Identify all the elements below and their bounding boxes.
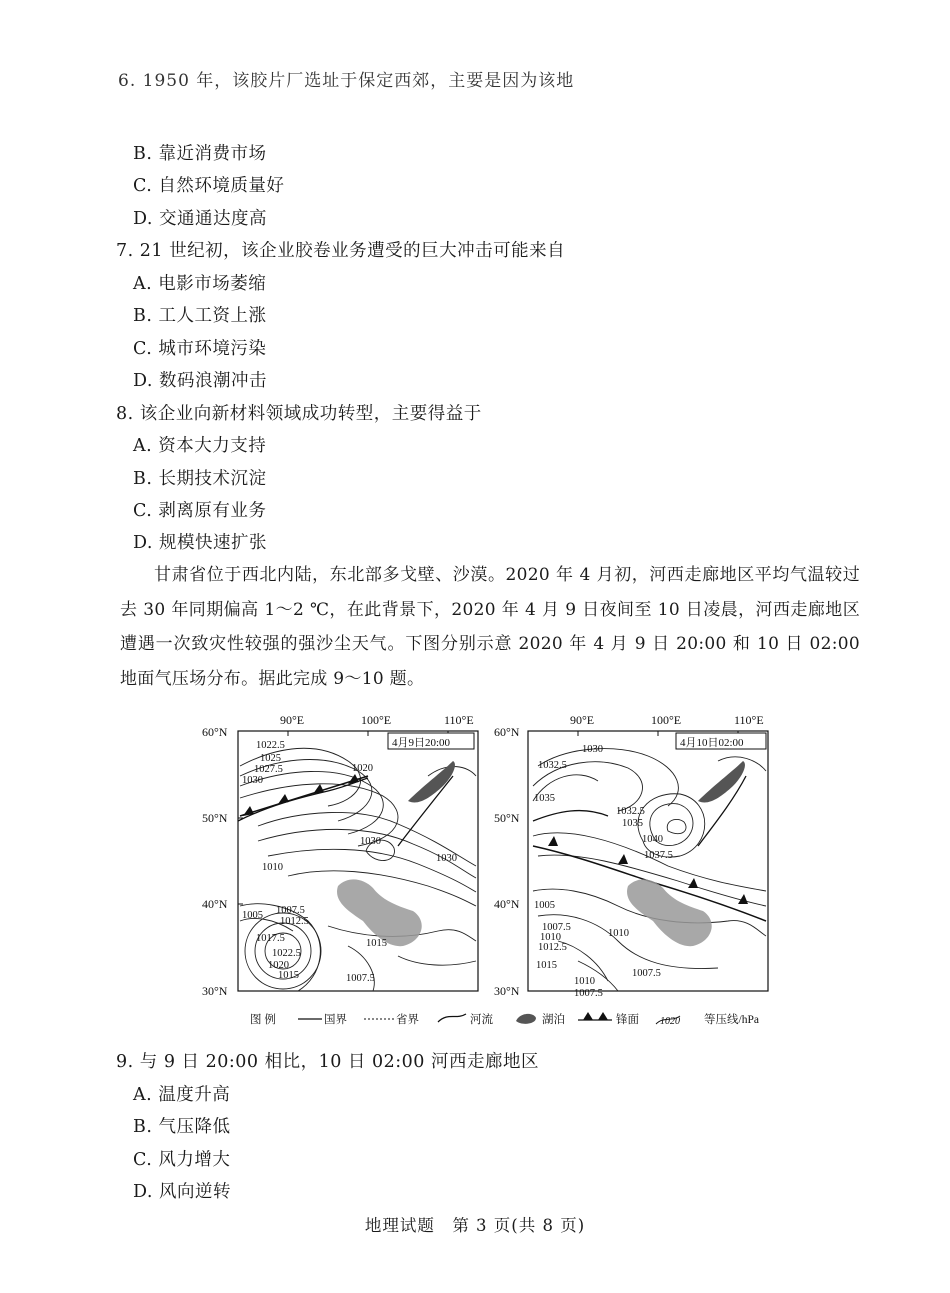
svg-text:1007.5: 1007.5	[276, 905, 305, 916]
lat-label: 60°N	[202, 725, 228, 739]
legend-provincial-border: 省界	[396, 1014, 419, 1026]
map1-time-label: 4月9日20:00	[392, 737, 451, 749]
svg-text:1012.5: 1012.5	[280, 916, 309, 927]
reading-passage: 甘肃省位于西北内陆，东北部多戈壁、沙漠。2020 年 4 月初，河西走廊地区平均气温较过去 30 年同期偏高 1～2 ℃，在此背景下，2020 年 4 月 9 日夜间至 10 日凌晨，河西走廊地区遭遇一次致灾性较强的强沙尘天气。下图分别示意 2020 年 4 月 9 日 20:00 和 10 日 02:00 地面气压场分布。据此完成 9～10 题。	[120, 565, 860, 689]
q9-option-d: D. 风向逆转	[133, 1182, 232, 1202]
svg-text:1030: 1030	[436, 853, 457, 864]
lon-label: 100°E	[651, 713, 682, 727]
svg-text:1017.5: 1017.5	[256, 933, 285, 944]
q6-option-d: D. 交通通达度高	[133, 209, 268, 229]
lon-label: 100°E	[361, 713, 392, 727]
q9-option-b: B. 气压降低	[133, 1117, 231, 1137]
svg-text:1040: 1040	[642, 834, 663, 845]
q6-option-c: C. 自然环境质量好	[133, 176, 285, 196]
q6-option-b: B. 靠近消费市场	[133, 144, 267, 164]
cut-off-header-line: 6. 1950 年，该胶片厂选址于保定西郊，主要是因为该地	[118, 71, 575, 91]
lat-label: 30°N	[494, 984, 520, 998]
svg-text:1010: 1010	[540, 932, 561, 943]
svg-text:1010: 1010	[608, 928, 629, 939]
svg-text:1010: 1010	[262, 862, 283, 873]
svg-text:1015: 1015	[366, 938, 387, 949]
svg-text:1025: 1025	[260, 753, 281, 764]
q8-option-d: D. 规模快速扩张	[133, 533, 268, 553]
svg-text:1007.5: 1007.5	[632, 968, 661, 979]
lat-label: 40°N	[494, 897, 520, 911]
q8-option-c: C. 剥离原有业务	[133, 501, 267, 521]
svg-text:1007.5: 1007.5	[574, 988, 603, 999]
svg-text:1015: 1015	[278, 970, 299, 981]
svg-text:1005: 1005	[534, 900, 555, 911]
legend-isobar-sample: 1020	[660, 1016, 680, 1027]
svg-text:1022.5: 1022.5	[272, 948, 301, 959]
svg-text:1012.5: 1012.5	[538, 942, 567, 953]
legend-front: 锋面	[616, 1014, 639, 1026]
lat-label: 30°N	[202, 984, 228, 998]
lon-label: 110°E	[444, 713, 474, 727]
legend-lake: 湖泊	[542, 1014, 565, 1026]
q7-option-b: B. 工人工资上涨	[133, 306, 267, 326]
q9-option-a: A. 温度升高	[133, 1085, 231, 1105]
q8-option-b: B. 长期技术沉淀	[133, 469, 267, 489]
legend-isobar: 等压线/hPa	[704, 1014, 759, 1026]
map-2	[494, 713, 768, 999]
q8-option-a: A. 资本大力支持	[133, 436, 267, 456]
svg-text:1020: 1020	[352, 763, 373, 774]
q7-option-c: C. 城市环境污染	[133, 339, 267, 359]
svg-text:1022.5: 1022.5	[256, 740, 285, 751]
svg-text:1035: 1035	[622, 818, 643, 829]
svg-text:1015: 1015	[536, 960, 557, 971]
svg-text:1032.5: 1032.5	[616, 806, 645, 817]
q7-option-a: A. 电影市场萎缩	[133, 274, 267, 294]
svg-text:1027.5: 1027.5	[254, 764, 283, 775]
svg-text:1030: 1030	[582, 744, 603, 755]
lat-label: 50°N	[494, 811, 520, 825]
q9-option-c: C. 风力增大	[133, 1150, 231, 1170]
legend-river: 河流	[470, 1014, 493, 1026]
map2-time-label: 4月10日02:00	[680, 737, 744, 749]
lon-label: 90°E	[570, 713, 595, 727]
page-footer: 地理试题 第 3 页(共 8 页)	[364, 1216, 586, 1235]
svg-text:1030: 1030	[242, 775, 263, 786]
svg-text:1037.5: 1037.5	[644, 850, 673, 861]
svg-text:1035: 1035	[534, 793, 555, 804]
svg-text:1007.5: 1007.5	[346, 973, 375, 984]
q7-option-d: D. 数码浪潮冲击	[133, 371, 268, 391]
lon-label: 90°E	[280, 713, 305, 727]
svg-text:1020: 1020	[268, 960, 289, 971]
svg-text:1030: 1030	[360, 836, 381, 847]
svg-text:1032.5: 1032.5	[538, 760, 567, 771]
svg-text:1005: 1005	[242, 910, 263, 921]
svg-text:1007.5: 1007.5	[542, 922, 571, 933]
q7-stem: 7. 21 世纪初，该企业胶卷业务遭受的巨大冲击可能来自	[116, 241, 566, 261]
svg-text:1010: 1010	[574, 976, 595, 987]
lat-label: 60°N	[494, 725, 520, 739]
q9-stem: 9. 与 9 日 20:00 相比，10 日 02:00 河西走廊地区	[116, 1052, 539, 1072]
lat-label: 50°N	[202, 811, 228, 825]
legend-title: 图 例	[250, 1014, 276, 1026]
lat-label: 40°N	[202, 897, 228, 911]
q8-stem: 8. 该企业向新材料领域成功转型，主要得益于	[116, 404, 482, 424]
lon-label: 110°E	[734, 713, 764, 727]
legend-national-border: 国界	[324, 1014, 347, 1026]
map-legend	[250, 1012, 759, 1027]
pressure-maps-figure	[198, 706, 778, 1036]
map-1	[202, 713, 478, 998]
